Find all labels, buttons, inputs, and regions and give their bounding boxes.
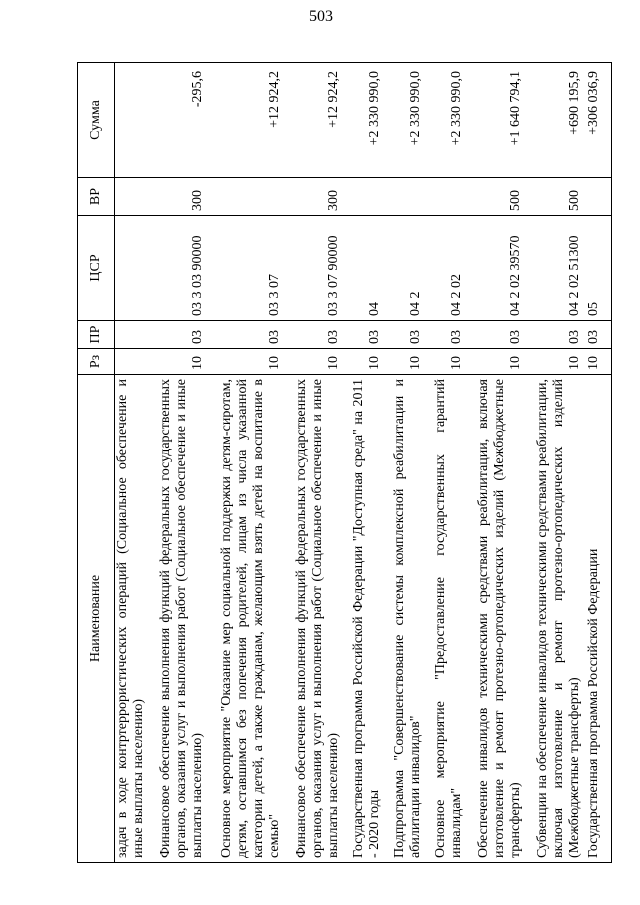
row-csr: 04 2 02 39570 xyxy=(468,216,527,321)
row-name: Государственная программа Российской Федерации "Доступная среда" на 2011 - 2020 годы xyxy=(345,375,386,863)
row-name: Основное мероприятие "Предоставление государственных гарантий инвалидам" xyxy=(427,375,468,863)
table-row xyxy=(209,63,286,863)
row-pr: 03 xyxy=(527,321,586,349)
row-sum: +2 330 990,0 xyxy=(345,63,386,178)
row-csr: 04 xyxy=(345,216,386,321)
row-pr xyxy=(115,321,151,349)
row-rz: 10 xyxy=(386,349,427,375)
header-vr: ВР xyxy=(78,178,115,216)
row-pr: 03 xyxy=(386,321,427,349)
row-sum: -295,6 xyxy=(150,63,209,178)
row-sum xyxy=(115,63,151,178)
row-name: Финансовое обеспечение выполнения функций федеральных государственных органов, оказания услуг и выполнения работ (Социальное обеспечение и иные выплаты населению) xyxy=(150,375,209,863)
table-row xyxy=(586,63,611,863)
table-row xyxy=(527,63,586,863)
row-csr: 04 2 xyxy=(386,216,427,321)
row-pr: 03 xyxy=(286,321,345,349)
row-vr xyxy=(427,178,468,216)
row-rz: 10 xyxy=(286,349,345,375)
row-sum: +1 640 794,1 xyxy=(468,63,527,178)
table-row xyxy=(345,63,386,863)
table-row xyxy=(468,63,527,863)
row-csr: 05 xyxy=(586,216,611,321)
row-rz xyxy=(115,349,151,375)
row-vr xyxy=(115,178,151,216)
row-name: Основное мероприятие "Оказание мер социальной поддержки детям-сиротам, детям, оставшимся без попечения родителей, лицам из числа указанной категории детей, а также гражданам, желающим взять детей на воспитание в семью" xyxy=(209,375,286,863)
row-sum: +2 330 990,0 xyxy=(386,63,427,178)
row-csr xyxy=(115,216,151,321)
table-row xyxy=(150,63,209,863)
row-name: Субвенции на обеспечение инвалидов техническими средствами реабилитации, включая изготовление и ремонт протезно-ортопедических изделий (Межбюджетные трансферты) xyxy=(527,375,586,863)
row-name: Обеспечение инвалидов техническими средствами реабилитации, включая изготовление и ремонт протезно-ортопедических изделий (Межбюджетные трансферты) xyxy=(468,375,527,863)
row-vr: 300 xyxy=(150,178,209,216)
row-sum: +690 195,9 xyxy=(527,63,586,178)
row-csr: 04 2 02 51300 xyxy=(527,216,586,321)
row-rz: 10 xyxy=(527,349,586,375)
row-sum: +2 330 990,0 xyxy=(427,63,468,178)
row-vr xyxy=(345,178,386,216)
row-vr xyxy=(209,178,286,216)
row-sum: +12 924,2 xyxy=(286,63,345,178)
row-pr: 03 xyxy=(345,321,386,349)
row-pr: 03 xyxy=(150,321,209,349)
header-pr: ПР xyxy=(78,321,115,349)
row-vr: 500 xyxy=(527,178,586,216)
page-number: 503 xyxy=(309,8,333,25)
row-rz: 10 xyxy=(468,349,527,375)
row-name: Государственная программа Российской Федерации xyxy=(586,375,611,863)
header-sum: Сумма xyxy=(78,63,115,178)
table-row xyxy=(286,63,345,863)
row-vr xyxy=(586,178,611,216)
row-rz: 10 xyxy=(427,349,468,375)
header-row xyxy=(78,63,115,863)
row-rz: 10 xyxy=(209,349,286,375)
row-vr: 500 xyxy=(468,178,527,216)
budget-table xyxy=(77,62,612,863)
row-name: Финансовое обеспечение выполнения функций федеральных государственных органов, оказания услуг и выполнения работ (Социальное обеспечение и иные выплаты населению) xyxy=(286,375,345,863)
row-csr: 03 3 03 90000 xyxy=(150,216,209,321)
row-pr: 03 xyxy=(586,321,611,349)
table-row xyxy=(115,63,151,863)
row-pr: 03 xyxy=(209,321,286,349)
row-csr: 03 3 07 90000 xyxy=(286,216,345,321)
header-rz: Рз xyxy=(78,349,115,375)
row-sum: +12 924,2 xyxy=(209,63,286,178)
row-name: Подпрограмма "Совершенствование системы комплексной реабилитации и абилитации инвалидов" xyxy=(386,375,427,863)
row-rz: 10 xyxy=(150,349,209,375)
row-pr: 03 xyxy=(427,321,468,349)
table-row xyxy=(427,63,468,863)
rotated-table-container xyxy=(77,63,601,863)
header-name: Наименование xyxy=(78,375,115,863)
row-csr: 03 3 07 xyxy=(209,216,286,321)
row-vr xyxy=(386,178,427,216)
table-row xyxy=(386,63,427,863)
header-csr: ЦСР xyxy=(78,216,115,321)
row-sum: +306 036,9 xyxy=(586,63,611,178)
row-rz: 10 xyxy=(586,349,611,375)
row-name: задач в ходе контртеррористических операций (Социальное обеспечение и иные выплаты населению) xyxy=(115,375,151,863)
row-vr: 300 xyxy=(286,178,345,216)
row-csr: 04 2 02 xyxy=(427,216,468,321)
row-pr: 03 xyxy=(468,321,527,349)
row-rz: 10 xyxy=(345,349,386,375)
